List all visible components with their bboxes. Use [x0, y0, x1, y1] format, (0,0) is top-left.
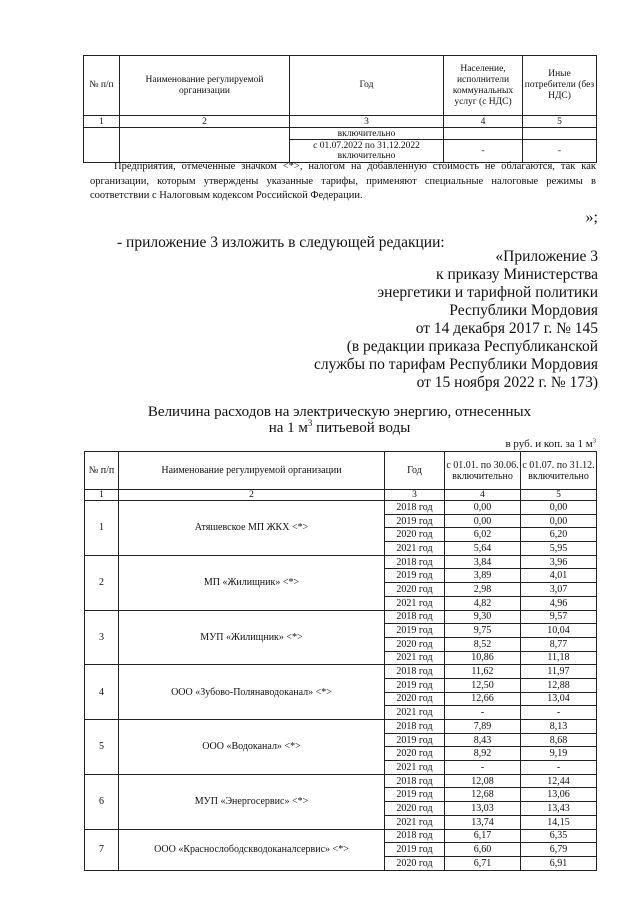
header-year: Год — [385, 452, 445, 490]
value-h1: 8,52 — [445, 637, 521, 651]
empty-cell — [84, 128, 120, 163]
year-cell: 2020 год — [385, 747, 445, 761]
table-cell: - — [523, 140, 597, 163]
value-h1: - — [445, 761, 521, 775]
appendix-line: к приказу Министерства — [436, 266, 598, 283]
org-number: 6 — [85, 774, 119, 829]
col-number: 5 — [521, 490, 597, 501]
table-cell: с 01.07.2022 по 31.12.2022 включительно — [290, 140, 444, 163]
value-h1: 9,30 — [445, 610, 521, 624]
header-num: № п/п — [84, 56, 120, 116]
appendix-line: Республики Мордовия — [449, 302, 598, 319]
value-h2: 9,19 — [521, 747, 597, 761]
org-name: ООО «Зубово-Полянаводоканал» <*> — [119, 665, 385, 720]
year-cell: 2019 год — [385, 788, 445, 802]
value-h1: 6,71 — [445, 856, 521, 870]
value-h1: 3,89 — [445, 569, 521, 583]
value-h1: 6,02 — [445, 528, 521, 542]
org-name: МП «Жилищник» <*> — [119, 555, 385, 610]
header-num: № п/п — [85, 452, 119, 490]
empty-cell — [523, 128, 597, 140]
value-h1: 3,84 — [445, 555, 521, 569]
value-h1: 12,50 — [445, 678, 521, 692]
year-cell: 2019 год — [385, 843, 445, 857]
org-name: ООО «Водоканал» <*> — [119, 720, 385, 775]
org-number: 1 — [85, 501, 119, 556]
year-cell: 2020 год — [385, 583, 445, 597]
value-h2: 0,00 — [521, 501, 597, 515]
value-h1: 11,62 — [445, 665, 521, 679]
org-number: 4 — [85, 665, 119, 720]
col-number: 3 — [385, 490, 445, 501]
table-row — [85, 665, 597, 679]
appendix-line: службы по тарифам Республики Мордовия — [314, 356, 598, 373]
col-number: 4 — [445, 490, 521, 501]
value-h2: 6,35 — [521, 829, 597, 843]
value-h2: 13,04 — [521, 692, 597, 706]
appendix-line: энергетики и тарифной политики — [377, 284, 598, 301]
value-h1: - — [445, 706, 521, 720]
header-population: Население, исполнители коммунальных услуг (с НДС) — [444, 56, 523, 116]
value-h1: 0,00 — [445, 501, 521, 515]
org-number: 2 — [85, 555, 119, 610]
table-body — [85, 501, 597, 871]
org-name: МУП «Жилищник» <*> — [119, 610, 385, 665]
value-h2: 8,77 — [521, 637, 597, 651]
value-h1: 6,17 — [445, 829, 521, 843]
value-h1: 9,75 — [445, 624, 521, 638]
org-number: 5 — [85, 720, 119, 775]
electricity-cost-table — [84, 451, 597, 871]
empty-cell — [120, 128, 290, 163]
lead-text: - приложение 3 изложить в следующей редакции: — [117, 234, 445, 251]
value-h1: 8,43 — [445, 733, 521, 747]
year-cell: 2018 год — [385, 665, 445, 679]
value-h2: 3,96 — [521, 555, 597, 569]
year-cell: 2019 год — [385, 624, 445, 638]
value-h1: 6,60 — [445, 843, 521, 857]
value-h1: 8,92 — [445, 747, 521, 761]
closing-quote: »; — [585, 209, 598, 226]
col-number: 2 — [119, 490, 385, 501]
value-h1: 4,82 — [445, 596, 521, 610]
value-h2: 14,15 — [521, 815, 597, 829]
table-row — [85, 774, 597, 788]
year-cell: 2020 год — [385, 856, 445, 870]
value-h1: 12,08 — [445, 774, 521, 788]
table-cell: включительно — [290, 128, 444, 140]
table-title — [83, 404, 596, 436]
table-row — [85, 610, 597, 624]
value-h2: - — [521, 761, 597, 775]
value-h1: 10,86 — [445, 651, 521, 665]
year-cell: 2019 год — [385, 514, 445, 528]
table-cell: - — [444, 140, 523, 163]
value-h2: 12,88 — [521, 678, 597, 692]
appendix-line: от 14 декабря 2017 г. № 145 — [415, 320, 598, 337]
value-h1: 2,98 — [445, 583, 521, 597]
col-number: 4 — [444, 116, 523, 128]
value-h1: 0,00 — [445, 514, 521, 528]
header-period-2: с 01.07. по 31.12. включительно — [521, 452, 597, 490]
value-h1: 12,66 — [445, 692, 521, 706]
org-number: 7 — [85, 829, 119, 870]
value-h2: 10,04 — [521, 624, 597, 638]
org-name: МУП «Энергосервис» <*> — [119, 774, 385, 829]
year-cell: 2021 год — [385, 706, 445, 720]
year-cell: 2020 год — [385, 692, 445, 706]
table-row — [85, 555, 597, 569]
value-h2: 6,91 — [521, 856, 597, 870]
value-h2: 11,97 — [521, 665, 597, 679]
value-h2: 4,96 — [521, 596, 597, 610]
year-cell: 2018 год — [385, 501, 445, 515]
year-cell: 2019 год — [385, 678, 445, 692]
header-year: Год — [290, 56, 444, 116]
value-h2: 13,06 — [521, 788, 597, 802]
value-h2: 11,18 — [521, 651, 597, 665]
value-h2: 5,95 — [521, 542, 597, 556]
value-h2: 0,00 — [521, 514, 597, 528]
value-h2: 13,43 — [521, 802, 597, 816]
table-title-line1: Величина расходов на электрическую энергию, отнесенных — [147, 404, 532, 420]
col-number: 3 — [290, 116, 444, 128]
appendix-line: «Приложение 3 — [495, 248, 598, 265]
year-cell: 2021 год — [385, 761, 445, 775]
value-h2: 9,57 — [521, 610, 597, 624]
year-cell: 2018 год — [385, 774, 445, 788]
value-h2: 6,20 — [521, 528, 597, 542]
col-number: 2 — [120, 116, 290, 128]
col-number: 5 — [523, 116, 597, 128]
col-number: 1 — [85, 490, 119, 501]
org-number: 3 — [85, 610, 119, 665]
year-cell: 2021 год — [385, 651, 445, 665]
header-org: Наименование регулируемой организации — [120, 56, 290, 116]
year-cell: 2018 год — [385, 720, 445, 734]
value-h1: 7,89 — [445, 720, 521, 734]
value-h1: 13,03 — [445, 802, 521, 816]
value-h2: - — [521, 706, 597, 720]
value-h2: 8,13 — [521, 720, 597, 734]
tax-note-text: Предприятия, отмеченные значком <*>, налогом на добавленную стоимость не облагаются, так как организации, которым утверждены указанные тарифы, применяют специальные налоговые режимы в соответствии с Налоговым кодексом Российской Федерации. — [90, 161, 596, 201]
tax-note — [90, 160, 596, 204]
year-cell: 2021 год — [385, 542, 445, 556]
table-row — [85, 720, 597, 734]
value-h1: 13,74 — [445, 815, 521, 829]
year-cell: 2019 год — [385, 733, 445, 747]
table-title-line2: на 1 $м^3$ питьевой воды — [268, 418, 411, 436]
appendix-line: от 15 ноября 2022 г. № 173) — [416, 374, 598, 391]
year-cell: 2020 год — [385, 637, 445, 651]
appendix-header — [314, 248, 598, 392]
value-h1: 5,64 — [445, 542, 521, 556]
value-h1: 12,68 — [445, 788, 521, 802]
empty-cell — [444, 128, 523, 140]
year-cell: 2018 год — [385, 610, 445, 624]
year-cell: 2018 год — [385, 829, 445, 843]
header-period-1: с 01.01. по 30.06. включительно — [445, 452, 521, 490]
value-h2: 4,01 — [521, 569, 597, 583]
table-row — [85, 501, 597, 515]
value-h2: 8,68 — [521, 733, 597, 747]
header-other: Иные потребители (без НДС) — [523, 56, 597, 116]
unit-label: в руб. и коп. за 1 $м^3$ — [505, 437, 596, 450]
org-name: Атяшевское МП ЖКХ <*> — [119, 501, 385, 556]
col-number: 1 — [84, 116, 120, 128]
year-cell: 2021 год — [385, 596, 445, 610]
table-row — [85, 829, 597, 843]
year-cell: 2021 год — [385, 815, 445, 829]
year-cell: 2019 год — [385, 569, 445, 583]
year-cell: 2020 год — [385, 802, 445, 816]
top-tariff-table — [83, 55, 597, 163]
appendix-line: (в редакции приказа Республиканской — [346, 338, 598, 355]
value-h2: 3,07 — [521, 583, 597, 597]
header-org: Наименование регулируемой организации — [119, 452, 385, 490]
year-cell: 2018 год — [385, 555, 445, 569]
value-h2: 12,44 — [521, 774, 597, 788]
value-h2: 6,79 — [521, 843, 597, 857]
year-cell: 2020 год — [385, 528, 445, 542]
org-name: ООО «Краснослободскводоканалсервис» <*> — [119, 829, 385, 870]
